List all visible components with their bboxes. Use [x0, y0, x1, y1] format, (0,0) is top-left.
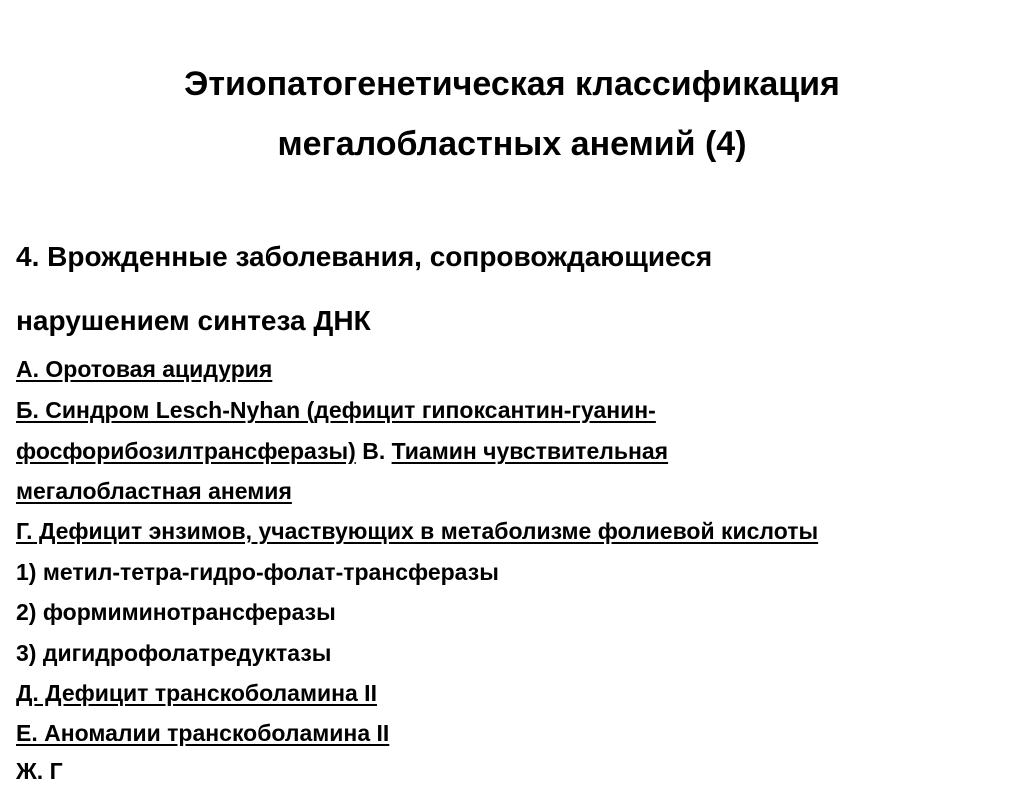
- item-a: [16, 355, 272, 383]
- item-zh-partial: Ж. Г: [16, 758, 63, 784]
- item-d: [16, 679, 377, 707]
- item-b-text-1: Б. Синдром Lesch-Nyhan (дефицит гипоксантин-гуанин-: [16, 397, 656, 423]
- item-b-line-1: [16, 396, 656, 424]
- item-b-text-2: фосфорибозилтрансферазы): [16, 438, 356, 464]
- item-e-text: Е. Аномалии транскоболамина II: [16, 720, 390, 746]
- item-e: [16, 719, 389, 747]
- slide-title-line-1: Этиопатогенетическая классификация: [184, 65, 840, 103]
- section-heading-line-1: 4. Врожденные заболевания, сопровождающиеся: [16, 241, 713, 272]
- slide-title-line-2: мегалобластных анемий (4): [277, 125, 747, 163]
- item-g-1: 1) метил-тетра-гидро-фолат-трансферазы: [16, 559, 499, 585]
- item-a-text: А. Оротовая ацидурия: [16, 356, 273, 382]
- item-d-text: Д. Дефицит транскоболамина II: [16, 680, 377, 706]
- item-v-text-2: мегалобластная анемия: [16, 478, 292, 504]
- section-heading-line-2: нарушением синтеза ДНК: [16, 305, 371, 336]
- item-g: [16, 517, 818, 545]
- item-v-prefix: В.: [355, 438, 392, 464]
- item-b-v-line: [16, 437, 668, 465]
- item-v-text-1: Тиамин чувствительная: [391, 438, 669, 464]
- item-g-3: 3) дигидрофолатредуктазы: [16, 640, 332, 666]
- item-v-line-2: [16, 477, 292, 505]
- item-g-text: Г. Дефицит энзимов, участвующих в метаболизме фолиевой кислоты: [16, 518, 819, 544]
- item-g-2: 2) формиминотрансферазы: [16, 599, 336, 625]
